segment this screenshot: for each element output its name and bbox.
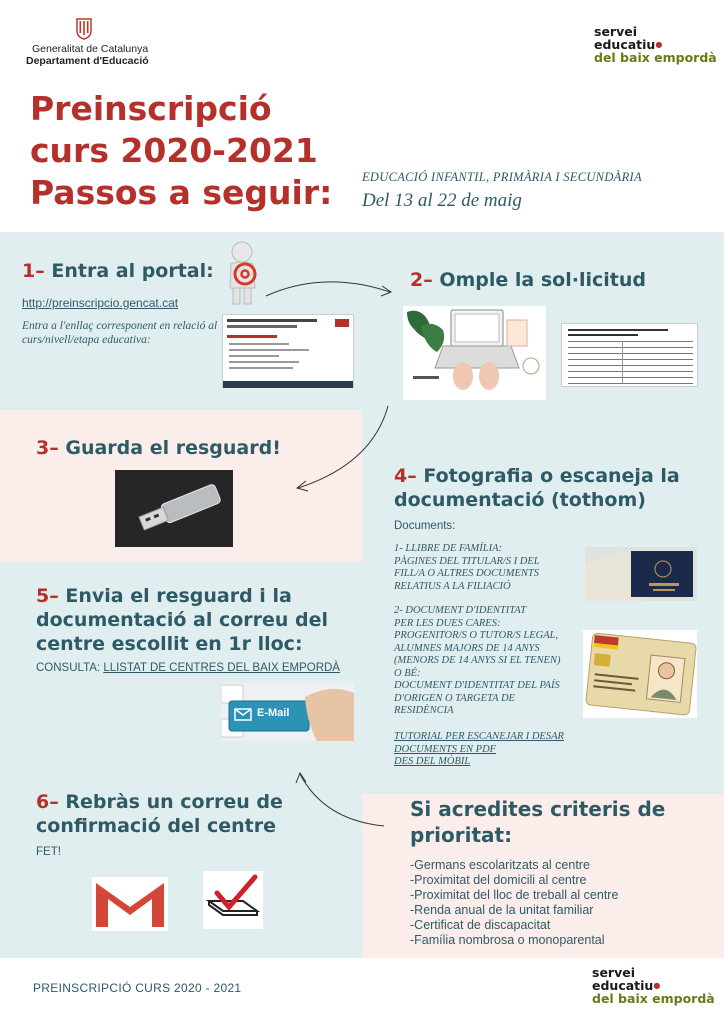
- scan-tutorial-link[interactable]: TUTORIAL PER ESCANEJAR I DESAR DOCUMENTS EN PDF DES DEL MÒBIL: [394, 731, 564, 767]
- checkbox-icon: [203, 871, 263, 929]
- page-title: Preinscripció curs 2020-2021 Passos a seguir:: [30, 89, 333, 212]
- list-item: -Germans escolaritzats al centre: [410, 858, 590, 872]
- step2-title: 2– Omple la sol·licitud: [410, 269, 646, 291]
- portal-screenshot: [222, 314, 354, 388]
- step6-title: 6– Rebràs un correu de confirmació del centre: [36, 791, 283, 837]
- priority-title: Si acredites criteris de prioritat:: [410, 797, 666, 847]
- servei-educatiu-logo-top: servei educatiu● del baix empordà: [594, 24, 717, 65]
- arrow-icon: [294, 770, 388, 828]
- email-key-label: E-Mail: [257, 707, 290, 719]
- doc1-text: 1- LLIBRE DE FAMÍLIA: PÀGINES DEL TITULAR/S I DEL FILL/A O ALTRES DOCUMENTS RELATIUS A LA FILIACIÓ: [394, 543, 540, 592]
- family-book-photo: [585, 547, 697, 601]
- list-item: -Renda anual de la unitat familiar: [410, 903, 594, 917]
- education-levels: EDUCACIÓ INFANTIL, PRIMÀRIA I SECUNDÀRIA: [362, 170, 642, 184]
- step1-note: Entra a l'enllaç corresponent en relació al curs/nivell/etapa educativa:: [22, 320, 218, 346]
- gmail-icon: [92, 877, 168, 931]
- laptop-photo: [403, 306, 546, 400]
- step1-title: 1– Entra al portal:: [22, 260, 214, 282]
- doc2-text: 2- DOCUMENT D'IDENTITAT PER LES DUES CARES: PROGENITOR/S O TUTOR/S LEGAL, ALUMNES MAJORS DE 14 ANYS (MENORS DE 14 ANYS SI EL TENEN) O BÉ: DOCUMENT D'IDENTITAT DEL PAÍS D'ORIGEN O TARGETA DE RESIDÈNCIA: [394, 605, 561, 716]
- usb-photo: [115, 470, 233, 547]
- footer-text: PREINSCRIPCIÓ CURS 2020 - 2021: [33, 981, 242, 995]
- servei-educatiu-logo-bottom: servei educatiu● del baix empordà: [592, 965, 715, 1006]
- list-item: -Família nombrosa o monoparental: [410, 933, 605, 947]
- list-item: -Proximitat del lloc de treball al centre: [410, 888, 619, 902]
- registration-dates: Del 13 al 22 de maig: [362, 190, 522, 211]
- gencat-name: Generalitat de Catalunya: [32, 43, 149, 55]
- logo-dot-icon: ●: [653, 981, 661, 990]
- portal-link[interactable]: http://preinscripcio.gencat.cat: [22, 296, 179, 310]
- step5-title: 5– Envia el resguard i la documentació al correu del centre escollit en 1r lloc:: [36, 585, 329, 655]
- list-item: -Proximitat del domicili al centre: [410, 873, 587, 887]
- logo-educatiu: educatiu: [592, 978, 654, 993]
- arrow-icon: [264, 270, 396, 304]
- gencat-flag-icon: [76, 18, 92, 40]
- step4-title: 4– Fotografia o escaneja la documentació (tothom): [394, 465, 680, 511]
- gencat-logo: [24, 18, 164, 66]
- department-name: Departament d'Educació: [26, 55, 149, 67]
- person-at-icon: [222, 240, 264, 308]
- done-text: FET!: [36, 846, 61, 858]
- email-keyboard-photo: [221, 683, 354, 741]
- usb-drive-icon: [115, 470, 233, 547]
- list-item: -Certificat de discapacitat: [410, 918, 551, 932]
- logo-dot-icon: ●: [655, 40, 663, 49]
- school-list-link[interactable]: LLISTAT DE CENTRES DEL BAIX EMPORDÀ: [103, 662, 340, 674]
- documents-label: Documents:: [394, 520, 456, 532]
- id-card-photo: [583, 630, 697, 718]
- priority-list: [410, 858, 618, 948]
- arrow-icon: [292, 404, 392, 494]
- consult-line: CONSULTA: LLISTAT DE CENTRES DEL BAIX EMPORDÀ: [36, 662, 340, 674]
- logo-educatiu: educatiu: [594, 37, 656, 52]
- application-form-image: [561, 323, 698, 387]
- step3-title: 3– Guarda el resguard!: [36, 437, 281, 459]
